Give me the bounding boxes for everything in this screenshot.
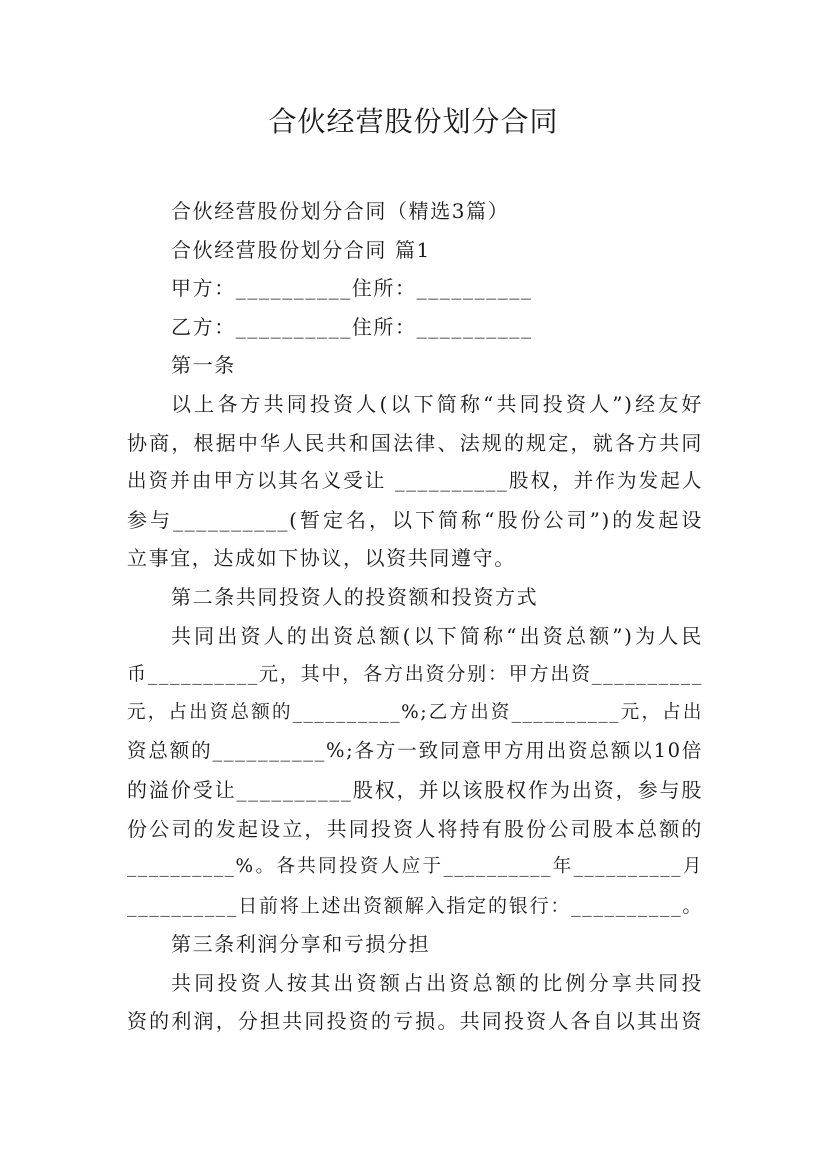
paragraph-line: 立事宜，达成如下协议，以资共同遵守。	[127, 546, 516, 571]
party-a-line: 甲方：__________住所：__________	[171, 276, 533, 301]
paragraph-line: 共同投资人按其出资额占出资总额的比例分享共同投	[171, 970, 703, 995]
article-heading: 第二条共同投资人的投资额和投资方式	[171, 584, 539, 609]
party-b-line: 乙方：__________住所：__________	[171, 314, 533, 339]
paragraph-line: 元，占出资总额的__________%;乙方出资__________元，占出	[127, 701, 703, 723]
contract-subtitle: 合伙经营股份划分合同（精选3篇）	[171, 199, 510, 223]
paragraph-line: 币__________元，其中，各方出资分别：甲方出资__________	[127, 663, 703, 686]
paragraph-line: 出资并由甲方以其名义受让 __________股权，并作为发起人	[127, 469, 703, 493]
paragraph-line: 协商，根据中华人民共和国法律、法规的规定，就各方共同	[127, 430, 703, 455]
paragraph-line: __________日前将上述出资额解入指定的银行：__________。	[127, 894, 703, 917]
paragraph-line: __________%。各共同投资人应于__________年__________月	[127, 856, 703, 878]
document-title: 合伙经营股份划分合同	[268, 105, 559, 138]
article-heading: 第一条	[171, 353, 236, 378]
paragraph-line: 资的利润，分担共同投资的亏损。共同投资人各自以其出资	[127, 1009, 703, 1034]
section-heading: 合伙经营股份划分合同 篇1	[171, 237, 431, 262]
paragraph-line: 以上各方共同投资人(以下简称“共同投资人”)经友好	[171, 391, 703, 416]
paragraph-line: 参与__________(暂定名，以下简称“股份公司”)的发起设	[127, 507, 703, 532]
article-heading: 第三条利润分享和亏损分担	[171, 932, 431, 957]
paragraph-line: 共同出资人的出资总额(以下简称“出资总额”)为人民	[171, 623, 703, 648]
paragraph-line: 份公司的发起设立，共同投资人将持有股份公司股本总额的	[127, 816, 703, 841]
paragraph-line: 的溢价受让__________股权，并以该股权作为出资，参与股	[127, 777, 703, 802]
document-body	[127, 192, 703, 1041]
paragraph-line: 资总额的__________%;各方一致同意甲方用出资总额以10倍	[127, 739, 703, 763]
